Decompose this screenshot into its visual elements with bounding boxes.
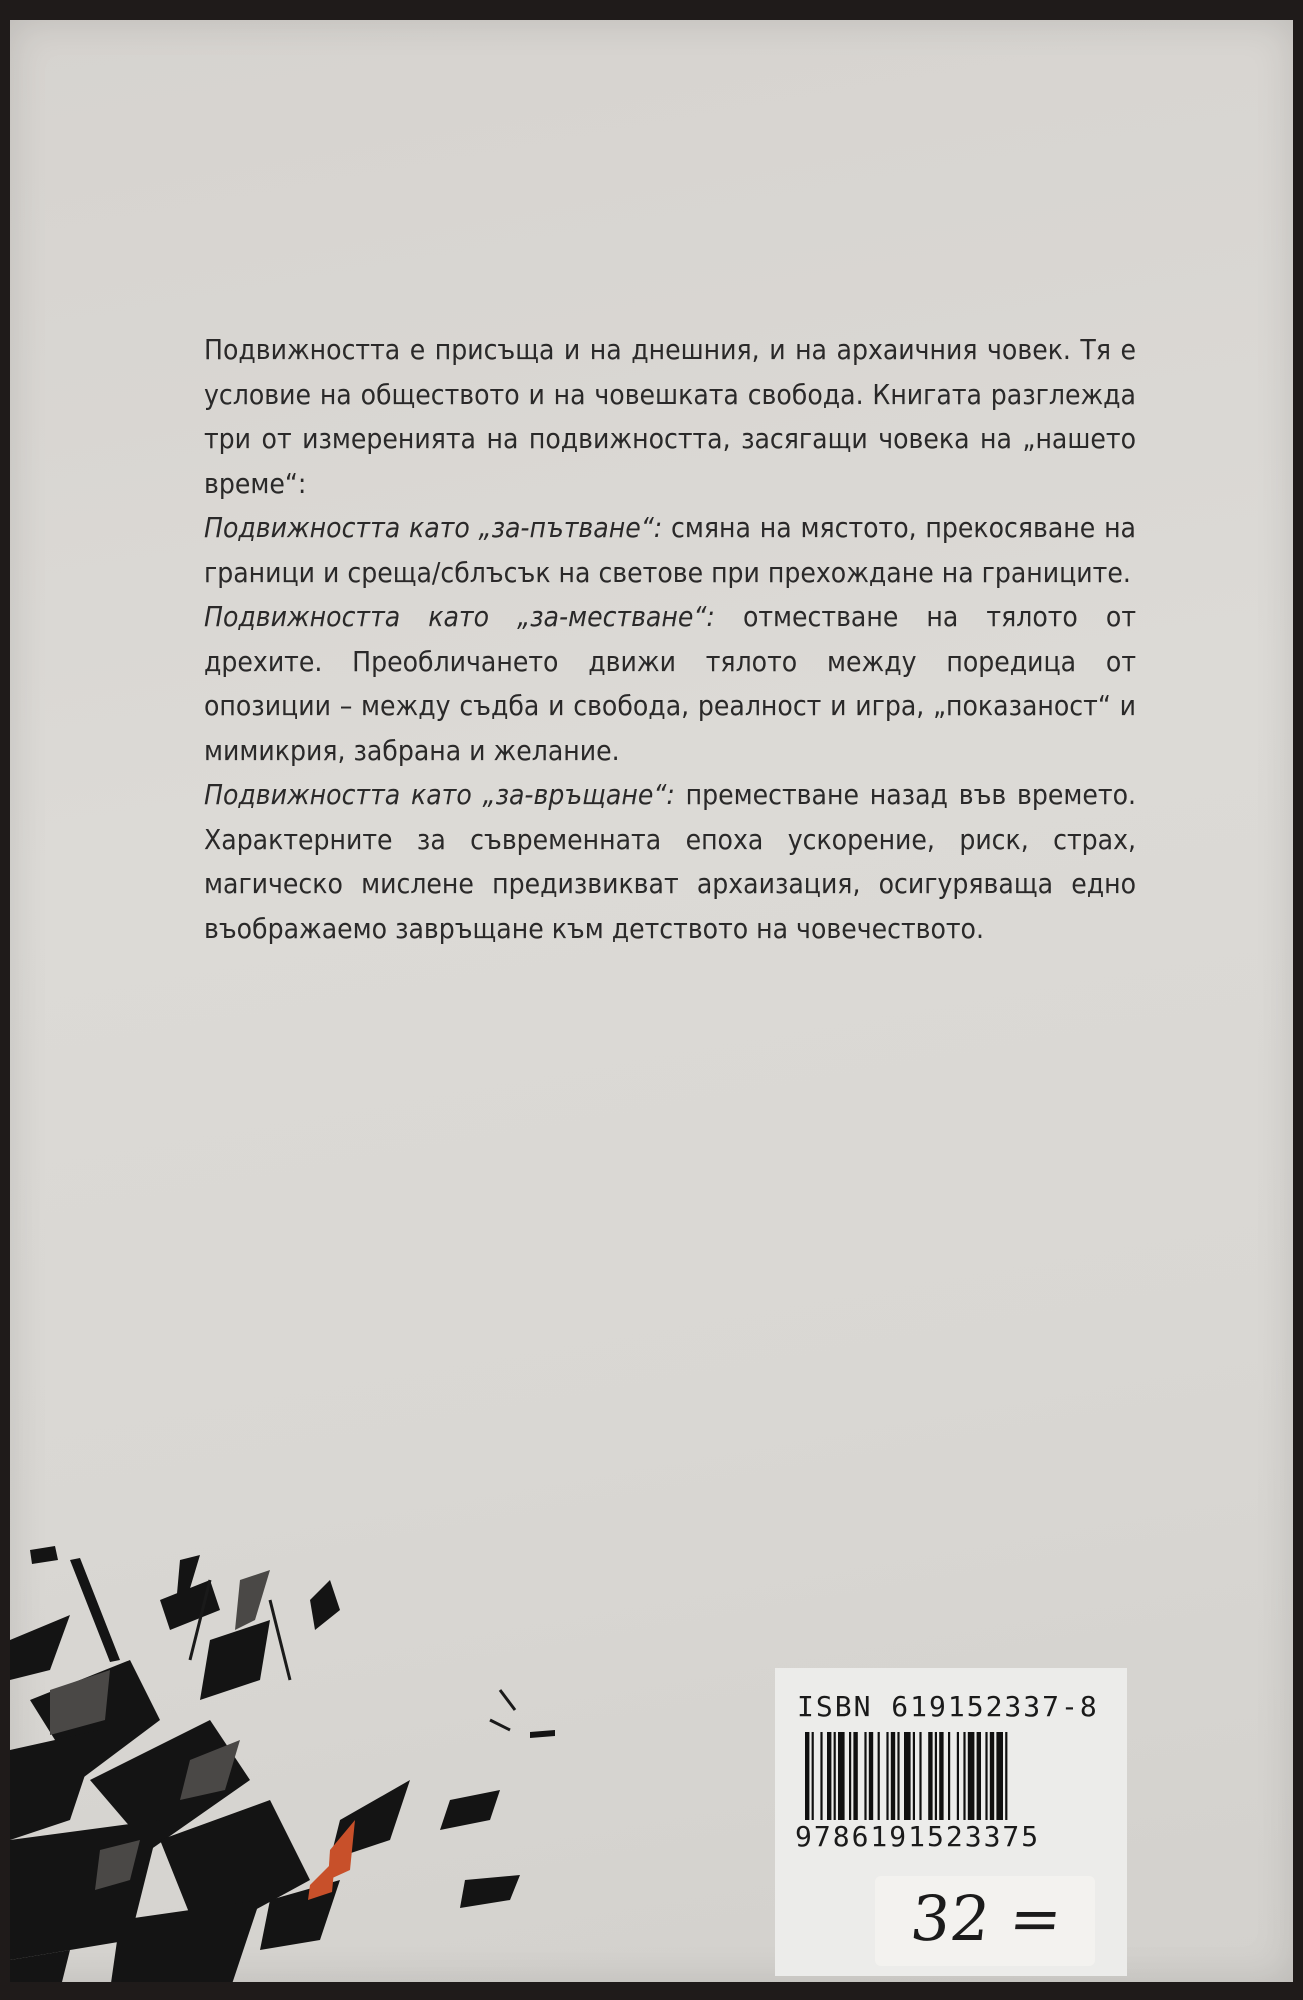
barcode-bar xyxy=(957,1732,959,1820)
barcode-bar xyxy=(996,1732,1003,1820)
barcode-bar xyxy=(849,1732,851,1820)
blurb-item-return-text: преместване назад във времето. Характерните за съвременната епоха ускорение, риск, страх, магическо мислене предизвикват архаизация, осигуряваща едно въображаемо завръщане към детството на човечеството. xyxy=(204,778,1136,945)
blurb-item-return xyxy=(204,773,1136,951)
blurb-item-travel xyxy=(204,506,1136,595)
shattered-shards-graphic xyxy=(10,1520,570,1982)
barcode-bar xyxy=(834,1732,836,1820)
barcode-bar xyxy=(985,1732,987,1820)
price-sticker xyxy=(875,1876,1095,1966)
handwritten-price: 32 = xyxy=(907,1882,1066,1955)
barcode-bar xyxy=(853,1732,857,1820)
barcode-bar xyxy=(897,1732,899,1820)
barcode-bar xyxy=(827,1732,831,1820)
barcode-bar xyxy=(919,1732,921,1820)
barcode-bar xyxy=(886,1732,888,1820)
barcode-bar xyxy=(864,1732,866,1820)
barcode-bar xyxy=(968,1732,975,1820)
barcode-bar xyxy=(935,1732,937,1820)
barcode-bar xyxy=(990,1732,994,1820)
barcode-bar xyxy=(820,1732,822,1820)
back-cover-blurb xyxy=(204,328,1136,951)
barcode-bar xyxy=(878,1732,880,1820)
barcode-bar xyxy=(1005,1732,1007,1820)
barcode-bar xyxy=(913,1732,915,1820)
blurb-item-return-title: Подвижността като „за-връщане“: xyxy=(204,778,675,811)
barcode-bar xyxy=(805,1732,809,1820)
barcode-bar xyxy=(812,1732,814,1820)
blurb-item-displacement xyxy=(204,595,1136,773)
blurb-item-displacement-text: отместване на тялото от дрехите. Преобличането движи тялото между поредица от опозиции – между съдба и свобода, реалност и игра, „показаност“ и мимикрия, забрана и желание. xyxy=(204,600,1136,767)
isbn-number: ISBN 619152337-8 xyxy=(797,1690,1099,1723)
barcode-bar xyxy=(904,1732,911,1820)
barcode-bar xyxy=(891,1732,895,1820)
blurb-item-travel-text: смяна на мястото, прекосяване на граници и среща/сблъсък на светове при прехождане на границите. xyxy=(204,511,1136,589)
barcode-bar xyxy=(869,1732,873,1820)
blurb-item-displacement-title: Подвижността като „за-местване“: xyxy=(204,600,715,633)
barcode-bar xyxy=(928,1732,932,1820)
barcode-bar xyxy=(948,1732,950,1820)
barcode-bar xyxy=(939,1732,943,1820)
blurb-item-travel-title: Подвижността като „за-пътване“: xyxy=(204,511,663,544)
barcode-bar xyxy=(977,1732,981,1820)
blurb-intro: Подвижността е присъща и на днешния, и на архаичния човек. Тя е условие на обществото и на човешката свобода. Книгата разглежда три от измеренията на подвижността, засягащи човека на „нашето време“: xyxy=(204,333,1136,500)
barcode-bar xyxy=(838,1732,845,1820)
ean-digits: 9786191523375 xyxy=(795,1820,1041,1853)
book-back-cover xyxy=(10,20,1293,1982)
barcode-bar xyxy=(963,1732,965,1820)
ean-barcode xyxy=(805,1732,1097,1820)
isbn-barcode-panel xyxy=(775,1668,1127,1976)
